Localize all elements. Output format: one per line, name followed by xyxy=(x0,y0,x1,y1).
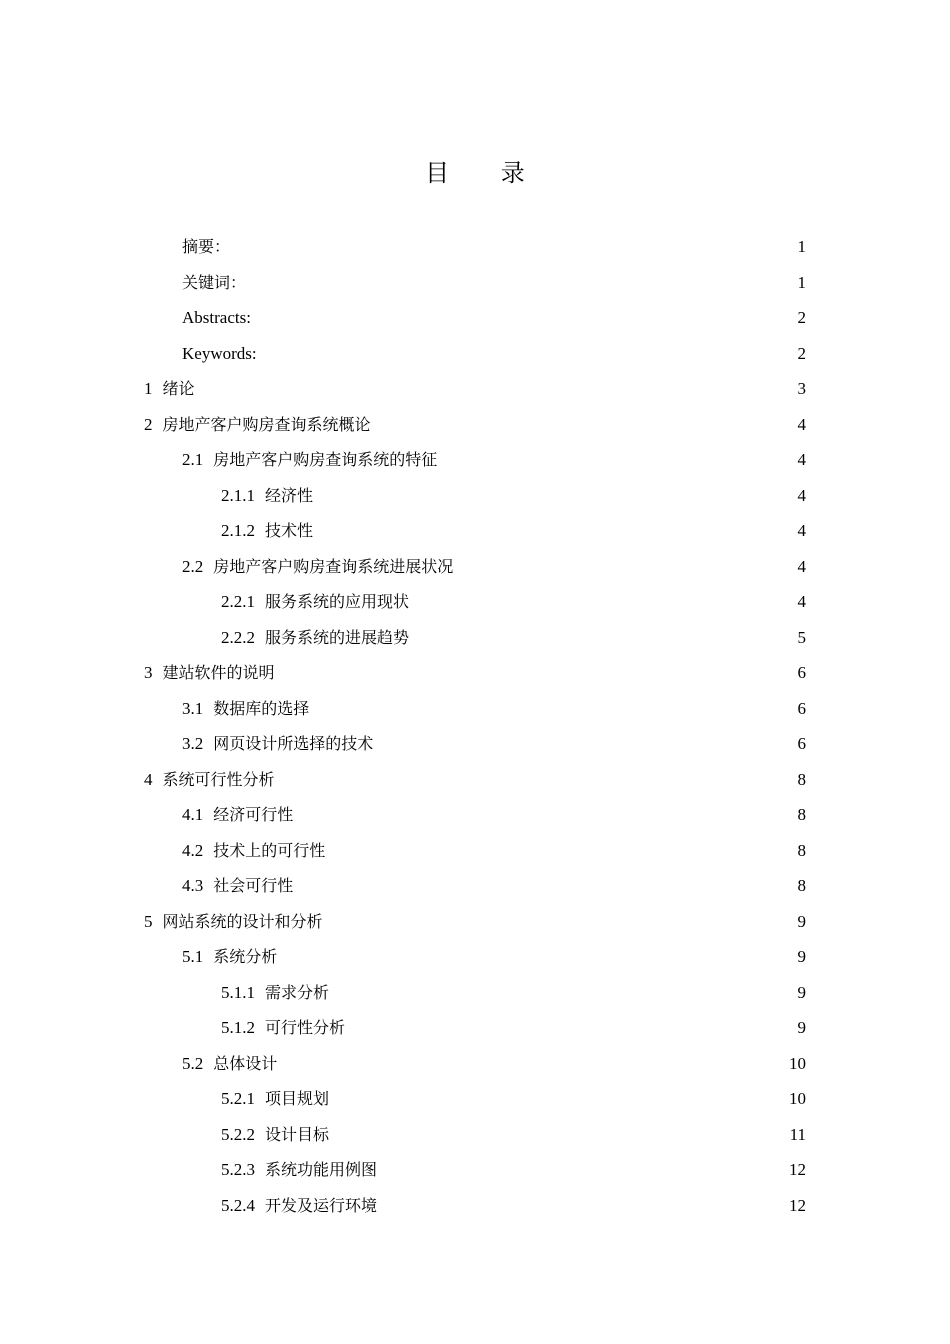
toc-page-number: 4 xyxy=(797,414,806,434)
toc-entry-number: 2.1.1 xyxy=(221,485,255,505)
toc-entry-number: 2.1 xyxy=(182,450,204,469)
dot-leader xyxy=(276,677,797,678)
toc-page-number: 4 xyxy=(797,521,806,540)
toc-entry[interactable] xyxy=(0,584,950,620)
dot-leader xyxy=(438,464,796,465)
dot-leader xyxy=(196,393,797,394)
dot-leader xyxy=(454,571,796,572)
toc-page-number: 12 xyxy=(789,1160,806,1179)
toc-page-number: 1 xyxy=(797,272,806,292)
toc-page-number: 2 xyxy=(797,343,806,363)
dot-leader xyxy=(326,855,796,856)
dot-leader xyxy=(276,784,797,785)
toc-entry-title: 网页设计所选择的技术 xyxy=(213,734,374,753)
toc-entry-number: 2 xyxy=(144,414,153,434)
toc-entry-number: 2.1.2 xyxy=(221,521,255,540)
toc-entry-title: 项目规划 xyxy=(265,1089,330,1108)
toc-entry[interactable] xyxy=(0,1081,950,1117)
dot-leader xyxy=(314,500,796,501)
toc-entry[interactable] xyxy=(0,1188,950,1224)
dot-leader xyxy=(294,819,796,820)
toc-entry-number: 5.1.1 xyxy=(221,982,255,1002)
toc-entry-number: 3.1 xyxy=(182,698,204,718)
toc-entry[interactable] xyxy=(0,229,950,265)
dot-leader xyxy=(258,358,797,359)
toc-entry-number: 2.2 xyxy=(182,556,204,576)
toc-entry-title: 摘要： xyxy=(182,237,231,256)
toc-entry-title: 建站软件的说明 xyxy=(162,663,275,682)
toc-entry-number: 4.1 xyxy=(182,805,204,824)
toc-entry[interactable] xyxy=(0,1152,950,1188)
toc-page-number: 2 xyxy=(797,308,806,327)
toc-entry-number: 4.3 xyxy=(182,876,204,895)
toc-entry-title: 服务系统的应用现状 xyxy=(265,592,410,611)
toc-entry-number: 5.2 xyxy=(182,1053,204,1073)
toc-entry[interactable] xyxy=(0,300,950,336)
toc-entry-title: 技术性 xyxy=(265,521,314,540)
toc-entry[interactable] xyxy=(0,1117,950,1153)
dot-leader xyxy=(378,1210,788,1211)
toc-page-number: 9 xyxy=(797,982,806,1002)
dot-leader xyxy=(314,535,796,536)
toc-entry-title: 需求分析 xyxy=(265,982,330,1002)
toc-entry-title: 开发及运行环境 xyxy=(265,1195,378,1215)
toc-page-number: 9 xyxy=(797,911,806,931)
toc-entry-title: 设计目标 xyxy=(265,1124,330,1144)
toc-entry-number: 4 xyxy=(144,769,153,789)
toc-entry-title: Keywords: xyxy=(182,343,257,363)
toc-page-number: 10 xyxy=(789,1089,806,1108)
toc-page-number: 3 xyxy=(797,379,806,398)
toc-entry[interactable] xyxy=(0,797,950,833)
toc-page-number: 4 xyxy=(797,485,806,505)
toc-entry[interactable] xyxy=(0,833,950,869)
toc-entry-number: 5 xyxy=(144,911,153,931)
toc-entry-number: 5.2.3 xyxy=(221,1160,255,1179)
toc-entry[interactable] xyxy=(0,478,950,514)
toc-entry[interactable] xyxy=(0,1010,950,1046)
toc-page-number: 10 xyxy=(789,1053,806,1073)
toc-entry-title: 技术上的可行性 xyxy=(213,840,326,860)
toc-entry-number: 1 xyxy=(144,379,153,398)
toc-page-number: 4 xyxy=(797,592,806,611)
toc-entry-title: 服务系统的进展趋势 xyxy=(265,627,410,647)
dot-leader xyxy=(231,251,796,252)
toc-entry[interactable] xyxy=(0,762,950,798)
dot-leader xyxy=(410,606,796,607)
toc-entry[interactable] xyxy=(0,868,950,904)
toc-entry[interactable] xyxy=(0,620,950,656)
toc-entry[interactable] xyxy=(0,513,950,549)
toc-entry-title: 关键词： xyxy=(182,272,247,292)
toc-page-number: 9 xyxy=(797,1018,806,1037)
toc-entry-number: 3 xyxy=(144,663,153,682)
toc-entry-number: 4.2 xyxy=(182,840,204,860)
toc-entry-number: 2.2.2 xyxy=(221,627,255,647)
toc-entry[interactable] xyxy=(0,1046,950,1082)
table-of-contents xyxy=(0,229,950,1223)
dot-leader xyxy=(378,1174,788,1175)
toc-entry-title: 总体设计 xyxy=(213,1053,278,1073)
dot-leader xyxy=(278,1068,788,1069)
toc-page-number: 6 xyxy=(797,698,806,718)
toc-entry-title: 经济可行性 xyxy=(213,805,294,824)
toc-entry[interactable] xyxy=(0,336,950,372)
toc-entry[interactable] xyxy=(0,975,950,1011)
toc-entry-title: 社会可行性 xyxy=(213,876,294,895)
toc-entry-title: 数据库的选择 xyxy=(213,698,310,718)
toc-entry-title: 系统功能用例图 xyxy=(265,1160,378,1179)
toc-entry-number: 5.1.2 xyxy=(221,1018,255,1037)
toc-page-number: 4 xyxy=(797,450,806,469)
toc-page-number: 4 xyxy=(797,556,806,576)
toc-entry-title: 房地产客户购房查询系统概论 xyxy=(162,414,371,434)
toc-entry[interactable] xyxy=(0,655,950,691)
toc-entry-title: 系统分析 xyxy=(213,947,278,966)
dot-leader xyxy=(252,322,797,323)
toc-entry[interactable] xyxy=(0,904,950,940)
toc-entry-title: 房地产客户购房查询系统的特征 xyxy=(213,450,438,469)
toc-entry-title: 可行性分析 xyxy=(265,1018,346,1037)
toc-entry-number: 5.2.1 xyxy=(221,1089,255,1108)
dot-leader xyxy=(330,1103,788,1104)
dot-leader xyxy=(330,1139,789,1140)
dot-leader xyxy=(278,961,796,962)
toc-page-number: 8 xyxy=(797,805,806,824)
toc-entry-number: 5.2.2 xyxy=(221,1124,255,1144)
toc-title: 目 录 xyxy=(425,159,547,187)
toc-entry[interactable] xyxy=(0,939,950,975)
toc-entry-number: 3.2 xyxy=(182,734,204,753)
dot-leader xyxy=(310,713,796,714)
dot-leader xyxy=(324,926,797,927)
toc-entry-number: 5.2.4 xyxy=(221,1195,255,1215)
toc-entry-number: 5.1 xyxy=(182,947,204,966)
toc-page-number: 6 xyxy=(797,663,806,682)
dot-leader xyxy=(247,287,796,288)
dot-leader xyxy=(410,642,796,643)
toc-page-number: 11 xyxy=(789,1124,806,1144)
toc-entry-title: 系统可行性分析 xyxy=(162,769,275,789)
toc-page-number: 9 xyxy=(797,947,806,966)
toc-page-number: 12 xyxy=(789,1195,806,1215)
toc-entry[interactable] xyxy=(0,442,950,478)
toc-entry-title: 网站系统的设计和分析 xyxy=(162,911,323,931)
toc-entry[interactable] xyxy=(0,549,950,585)
toc-page-number: 8 xyxy=(797,840,806,860)
dot-leader xyxy=(374,748,796,749)
dot-leader xyxy=(346,1032,796,1033)
toc-entry-title: 房地产客户购房查询系统进展状况 xyxy=(213,556,454,576)
toc-page-number: 8 xyxy=(797,769,806,789)
toc-entry[interactable] xyxy=(0,407,950,443)
toc-page-number: 5 xyxy=(797,627,806,647)
toc-page-number: 1 xyxy=(797,237,806,256)
toc-entry[interactable] xyxy=(0,371,950,407)
toc-entry[interactable] xyxy=(0,726,950,762)
dot-leader xyxy=(372,429,797,430)
toc-entry-title: 绪论 xyxy=(162,379,195,398)
toc-entry-title: 经济性 xyxy=(265,485,314,505)
dot-leader xyxy=(294,890,796,891)
toc-page-number: 8 xyxy=(797,876,806,895)
toc-entry-number: 2.2.1 xyxy=(221,592,255,611)
dot-leader xyxy=(330,997,796,998)
toc-entry[interactable] xyxy=(0,691,950,727)
toc-entry[interactable] xyxy=(0,265,950,301)
toc-entry-title: Abstracts: xyxy=(182,308,251,327)
toc-page-number: 6 xyxy=(797,734,806,753)
